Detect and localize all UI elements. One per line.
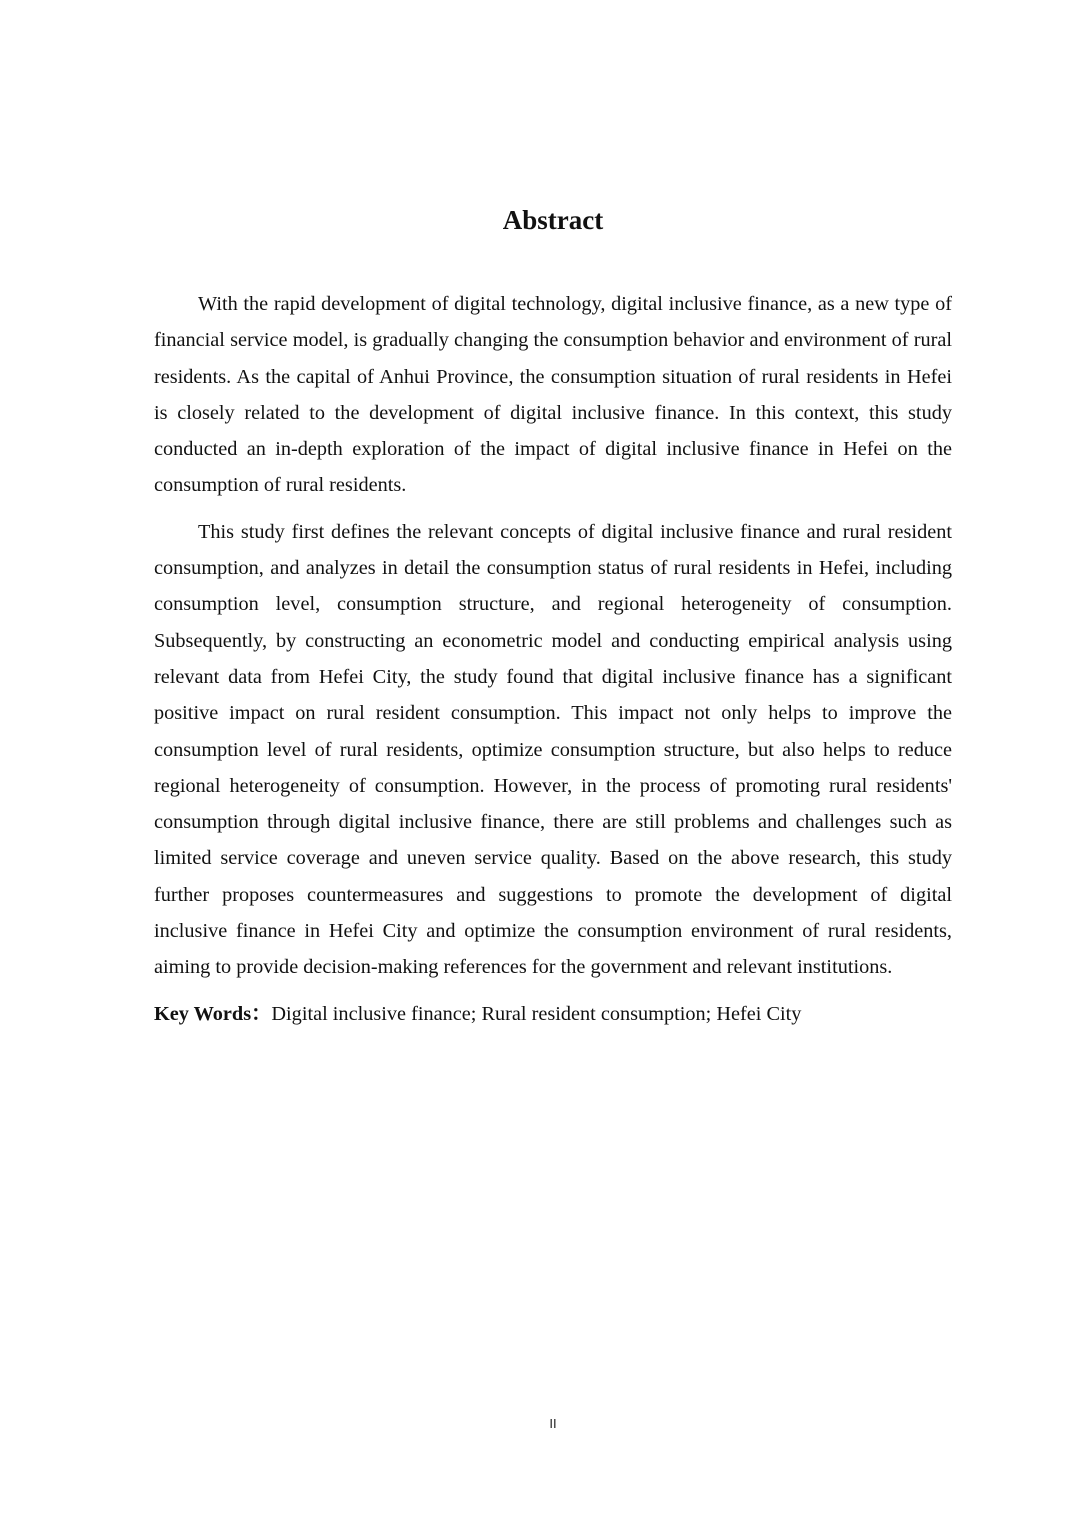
page-title: Abstract bbox=[502, 205, 604, 235]
keywords-text: Digital inclusive finance; Rural resident consumption; Hefei City bbox=[271, 1002, 802, 1025]
page-number: II bbox=[549, 1416, 557, 1431]
keywords-line bbox=[154, 996, 952, 1032]
abstract-paragraph-2: This study first defines the relevant concepts of digital inclusive finance and rural resident consumption, and analyzes in detail the consumption status of rural residents in Hefei, including consumption level, consumption structure, and regional heterogeneity of consumption. Subsequently, by constructing an econometric model and conducting empirical analysis using relevant data from Hefei City, the study found that digital inclusive finance has a significant positive impact on rural resident consumption. This impact not only helps to improve the consumption level of rural residents, optimize consumption structure, but also helps to reduce regional heterogeneity of consumption. However, in the process of promoting rural residents' consumption through digital inclusive finance, there are still problems and challenges such as limited service coverage and uneven service quality. Based on the above research, this study further proposes countermeasures and suggestions to promote the development of digital inclusive finance in Hefei City and optimize the consumption environment of rural residents, aiming to provide decision-making references for the government and relevant institutions. bbox=[154, 520, 952, 979]
keywords-label: Key Words： bbox=[154, 1002, 272, 1025]
abstract-body bbox=[154, 286, 952, 1032]
abstract-paragraph-1: With the rapid development of digital technology, digital inclusive finance, as a new type of financial service model, is gradually changing the consumption behavior and environment of rural residents. As the capital of Anhui Province, the consumption situation of rural residents in Hefei is closely related to the development of digital inclusive finance. In this context, this study conducted an in-depth exploration of the impact of digital inclusive finance in Hefei on the consumption of rural residents. bbox=[154, 293, 952, 497]
